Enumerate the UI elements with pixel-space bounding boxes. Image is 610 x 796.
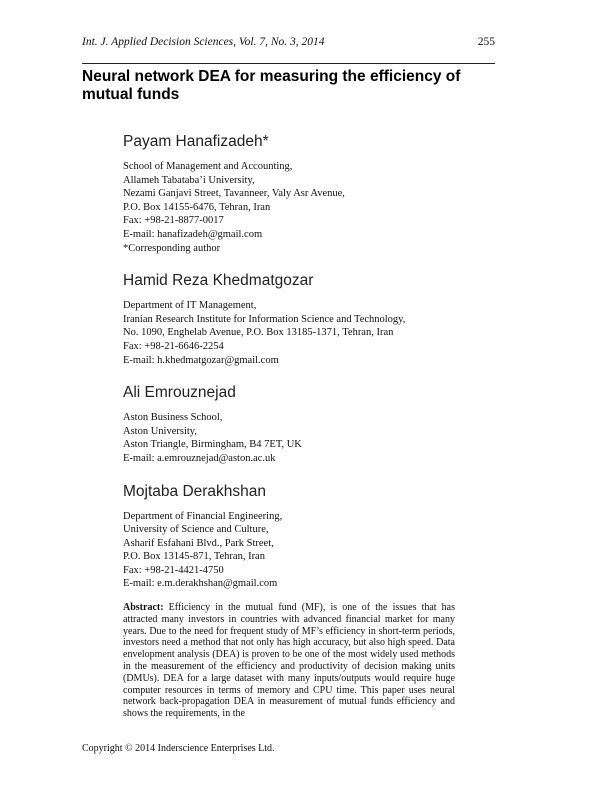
affiliation-line: No. 1090, Enghelab Avenue, P.O. Box 13185-1371, Tehran, Iran <box>123 327 394 339</box>
author-list <box>123 132 503 607</box>
affiliation-line: Allameh Tabataba’i University, <box>123 174 255 186</box>
author-name: Hamid Reza Khedmatgozar <box>123 272 314 290</box>
affiliation-line: University of Science and Culture, <box>123 524 269 536</box>
author-block <box>123 132 503 255</box>
affiliation-line: P.O. Box 13145-871, Tehran, Iran <box>123 551 265 563</box>
author-name: Payam Hanafizadeh* <box>123 133 269 150</box>
affiliation-line: School of Management and Accounting, <box>123 161 293 172</box>
affiliation-line: Nezami Ganjavi Street, Tavanneer, Valy Asr Avenue, <box>123 188 345 200</box>
abstract-label: Abstract: <box>123 602 164 613</box>
copyright-notice: Copyright © 2014 Inderscience Enterprises Ltd. <box>82 743 275 754</box>
header-rule <box>82 63 495 64</box>
abstract-text: Efficiency in the mutual fund (MF), is one of the issues that has attracted many investors in countries with advanced financial market for many years. Due to the need for frequent study of MF’s efficiency in short-term periods, investors need a method that not only has high accuracy, but also high speed. Data envelopment analysis (DEA) is proven to be one of the most widely used methods in the measurement of the efficiency and productivity of decision making units (DMUs). DEA for a large dataset with many inputs/outputs would require huge computer resources in terms of memory and CPU time. This paper uses neural network back-propagation DEA in measurement of mutual funds efficiency and shows the requirements, in the <box>123 602 455 720</box>
abstract <box>123 602 455 720</box>
affiliation-line: Fax: +98-21-4421-4750 <box>123 564 224 576</box>
paper-title-line: Neural network DEA for measuring the efficiency of <box>82 68 461 85</box>
affiliation-line: E-mail: e.m.derakhshan@gmail.com <box>123 578 278 590</box>
paper-title <box>82 68 502 104</box>
affiliation-line: Aston University, <box>123 425 197 437</box>
running-header <box>82 36 495 48</box>
affiliation-line: Department of IT Management, <box>123 300 257 312</box>
author-name: Ali Emrouznejad <box>123 384 236 402</box>
affiliation-line: E-mail: h.khedmatgozar@gmail.com <box>123 354 279 366</box>
author-affiliation <box>123 160 503 255</box>
author-block <box>123 271 503 367</box>
author-affiliation <box>123 299 503 367</box>
affiliation-line: Aston Triangle, Birmingham, B4 7ET, UK <box>123 439 302 451</box>
affiliation-line: Iranian Research Institute for Information Science and Technology, <box>123 313 406 325</box>
author-name: Mojtaba Derakhshan <box>123 482 267 500</box>
author-block <box>123 482 503 592</box>
affiliation-line: P.O. Box 14155-6476, Tehran, Iran <box>123 201 271 213</box>
affiliation-line: Aston Business School, <box>123 412 223 424</box>
affiliation-line: Department of Financial Engineering, <box>123 510 283 522</box>
page-number: 255 <box>477 36 495 48</box>
affiliation-line: E-mail: a.emrouznejad@aston.ac.uk <box>123 452 276 464</box>
affiliation-line: *Corresponding author <box>123 242 221 254</box>
author-block <box>123 383 503 465</box>
affiliation-line: Fax: +98-21-6646-2254 <box>123 340 224 352</box>
affiliation-line: Asharif Esfahani Blvd., Park Street, <box>123 537 274 549</box>
paper-title-line: mutual funds <box>82 86 180 103</box>
affiliation-line: E-mail: hanafizadeh@gmail.com <box>123 228 263 240</box>
journal-citation: Int. J. Applied Decision Sciences, Vol. 7, No. 3, 2014 <box>82 36 325 48</box>
author-affiliation <box>123 510 503 592</box>
author-affiliation <box>123 411 503 465</box>
affiliation-line: Fax: +98-21-8877-0017 <box>123 215 224 227</box>
